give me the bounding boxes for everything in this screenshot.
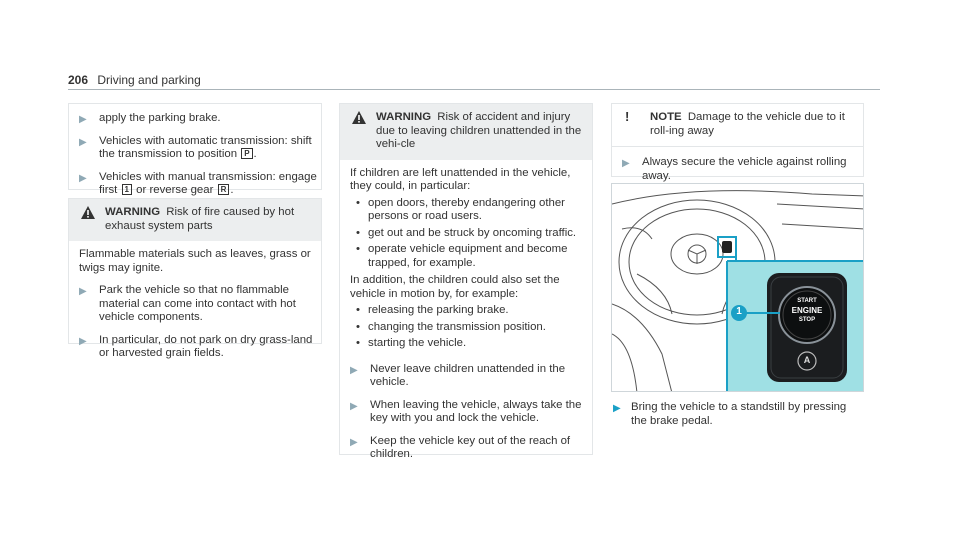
arrow-icon: ▶ [350,436,358,448]
children-risks-list [340,197,592,271]
stop-label: STOP [798,317,816,323]
arrow-icon: ▶ [79,136,87,148]
warning-label: WARNING [376,111,432,123]
page-header [68,73,880,90]
engine-start-illustration [611,183,864,392]
children-warning-header [340,104,592,160]
step-parking-brake: ▶ apply the parking brake. [79,112,221,125]
key-r: R [218,184,230,195]
arrow-icon: ▶ [79,172,87,184]
start-label: START [797,298,817,304]
engine-label: ENGINE [791,306,823,315]
callout-1: 1 [736,306,742,317]
step-never-leave: ▶ Never leave children unattended in the vehicle. [350,362,566,388]
key-1: 1 [122,184,132,195]
step-take-key: ▶ When leaving the vehicle, always take the key with you and lock the vehicle. [350,398,582,424]
final-step-box [611,401,864,428]
arrow-icon: ▶ [79,114,87,125]
start-stop-function-icon: A [803,355,811,365]
arrow-icon: ▶ [622,158,630,169]
children-warning-box [339,103,593,460]
list-item: • operate vehicle equipment and become trapped, for example. [340,243,592,270]
step-key-reach: ▶ Keep the vehicle key out of the reach of children. [350,434,571,460]
step-secure-vehicle: ▶ Always secure the vehicle against rolling away. [622,156,847,182]
warning-title: Risk of fire caused by hot exhaust system parts [105,206,295,232]
children-motion-list [340,304,592,351]
list-item: • open doors, thereby endangering other persons or road users. [340,197,592,224]
step-brake-pedal: ▶ Bring the vehicle to a standstill by pressing the brake pedal. [613,401,847,427]
children-intro: If children are left unattended in the vehicle, they could, in particular: [350,166,571,192]
cockpit-drawing [612,184,864,392]
exclamation-icon: ! [625,109,630,124]
fire-warning-box [68,198,322,359]
arrow-icon: ▶ [79,286,87,297]
note-header [612,104,863,147]
list-item: • starting the vehicle. [340,337,592,351]
arrow-icon: ▶ [350,364,358,376]
section-title: Driving and parking [97,73,201,87]
note-title: Damage to the vehicle due to it roll-ing away [650,111,845,137]
list-item: • releasing the parking brake. [340,304,592,318]
step-park-safely: ▶ Park the vehicle so that no flammable material can come into contact with hot vehicle components. [79,284,296,323]
children-intro-2: In addition, the children could also set the vehicle in motion by, for example: [350,274,560,300]
warning-label: WARNING [105,206,161,218]
step-dry-grass: ▶ In particular, do not park on dry grass-land or harvested grain fields. [79,333,313,359]
arrow-icon: ▶ [613,403,621,414]
page-number: 206 [68,73,89,87]
note-label: NOTE [650,111,682,123]
step-manual: ▶ Vehicles with manual transmission: engage first 1 or reverse gear R . [79,170,317,196]
warning-title: Risk of accident and injury due to leaving children unattended in the vehi-cle [376,111,582,150]
warning-triangle-icon [352,111,366,124]
fire-warning-body: Flammable materials such as leaves, grass or twigs may ignite. [79,248,311,274]
fire-warning-header [69,199,321,241]
step-automatic: ▶ Vehicles with automatic transmission: shift the transmission to position P . [79,134,312,160]
list-item: • get out and be struck by oncoming traffic. [340,227,592,241]
warning-triangle-icon [81,206,95,219]
note-box [611,103,864,182]
arrow-icon: ▶ [79,335,87,347]
arrow-icon: ▶ [350,400,358,412]
parking-steps-box [68,103,322,196]
key-p: P [241,148,252,159]
list-item: • changing the transmission position. [340,321,592,335]
